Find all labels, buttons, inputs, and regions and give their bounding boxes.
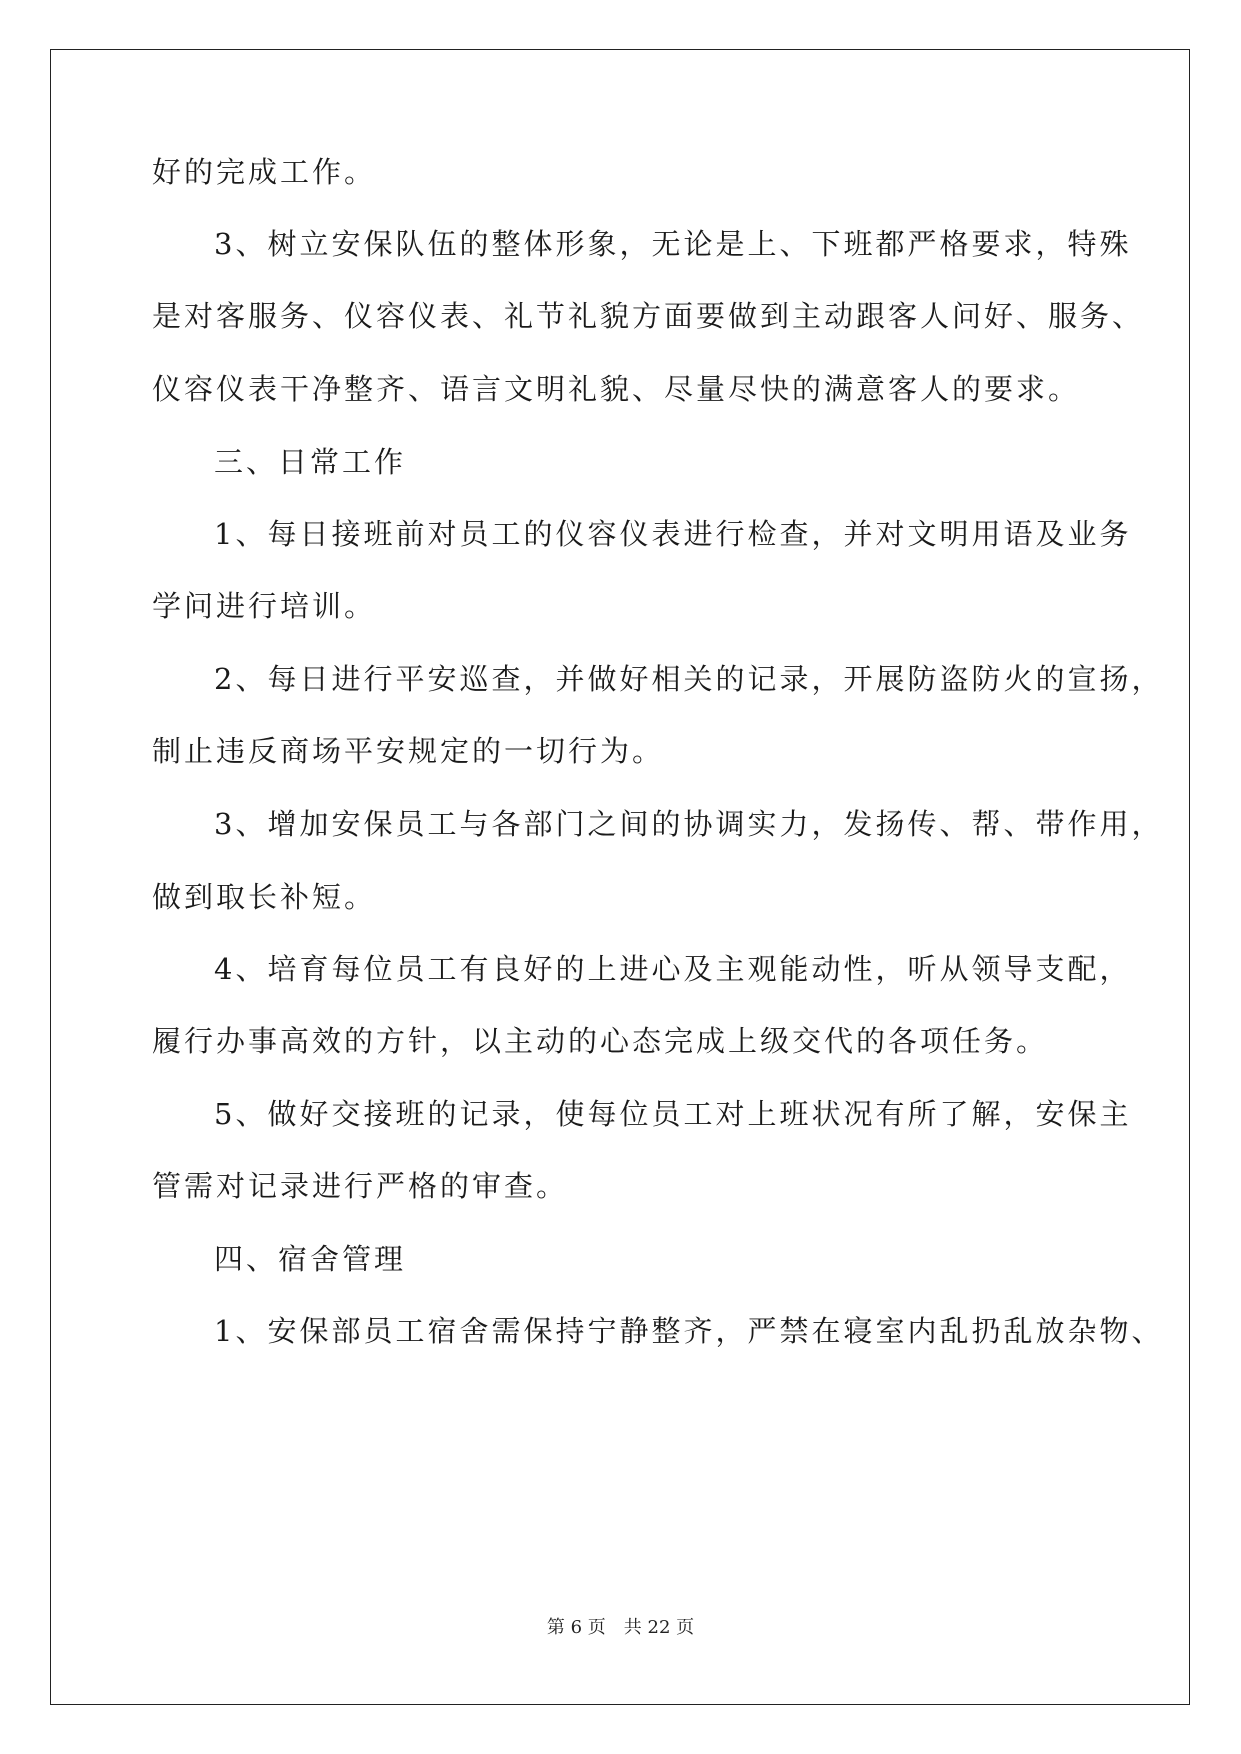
text-line: 3、增加安保员工与各部门之间的协调实力，发扬传、帮、带作用， (214, 807, 1164, 841)
text-line: 履行办事高效的方针，以主动的心态完成上级交代的各项任务。 (152, 1024, 1049, 1058)
text-line: 仪容仪表干净整齐、语言文明礼貌、尽量尽快的满意客人的要求。 (152, 372, 1081, 406)
section-heading: 四、宿舍管理 (214, 1242, 407, 1276)
page-footer (0, 1616, 1241, 1640)
text-line: 1、每日接班前对员工的仪容仪表进行检查，并对文明用语及业务 (214, 517, 1132, 551)
text-line: 管需对记录进行严格的审查。 (152, 1169, 569, 1203)
text-line: 4、培育每位员工有良好的上进心及主观能动性，听从领导支配， (214, 952, 1132, 986)
page-total: 共 22 页 (623, 1617, 695, 1638)
section-heading: 三、日常工作 (214, 445, 407, 479)
text-line: 2、每日进行平安巡查，并做好相关的记录，开展防盗防火的宣扬， (214, 662, 1164, 696)
text-line: 学问进行培训。 (152, 589, 377, 623)
text-line: 好的完成工作。 (152, 155, 377, 189)
text-line: 5、做好交接班的记录，使每位员工对上班状况有所了解，安保主 (214, 1097, 1132, 1131)
text-line: 做到取长补短。 (152, 880, 377, 914)
text-line: 制止违反商场平安规定的一切行为。 (152, 734, 665, 768)
page-number: 第 6 页 (546, 1617, 606, 1638)
text-line: 1、安保部员工宿舍需保持宁静整齐，严禁在寝室内乱扔乱放杂物、 (214, 1314, 1164, 1348)
text-line: 3、树立安保队伍的整体形象，无论是上、下班都严格要求，特殊 (214, 227, 1132, 261)
text-line: 是对客服务、仪容仪表、礼节礼貌方面要做到主动跟客人问好、服务、 (152, 299, 1145, 333)
